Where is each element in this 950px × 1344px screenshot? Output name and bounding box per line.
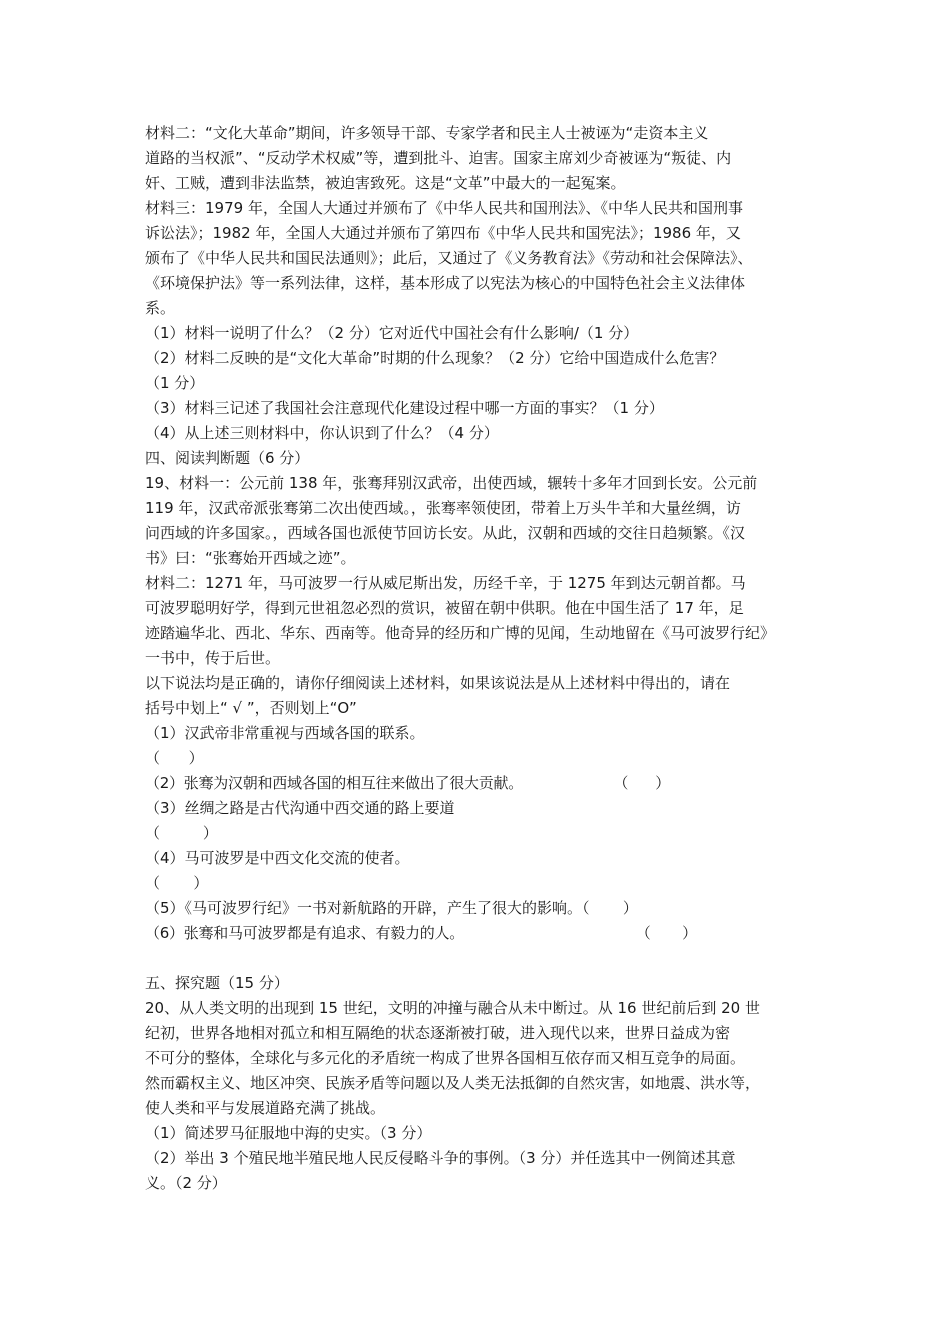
text-line: 诉讼法》；1982 年，全国人大通过并颁布了第四布《中华人民共和国宪法》；1986 年，又 (145, 224, 741, 242)
question-line: （3）材料三记述了我国社会注意现代化建设过程中哪一方面的事实？（1 分） (145, 399, 664, 417)
text-line: 119 年，汉武帝派张骞第二次出使西域。，张骞率领使团，带着上万头牛羊和大量丝绸，访 (145, 499, 741, 517)
text-line: 20、从人类文明的出现到 15 世纪，文明的冲撞与融合从未中断过。从 16 世纪前后到 20 世 (145, 999, 760, 1017)
answer-bracket: （ ） (145, 749, 204, 767)
judgement-item: （5）《马可波罗行纪》一书对新航路的开辟，产生了很大的影响。（ ） (145, 899, 638, 917)
text-line: 然而霸权主义、地区冲突、民族矛盾等问题以及人类无法抵御的自然灾害，如地震、洪水等， (145, 1074, 761, 1092)
text-line: 系。 (145, 299, 176, 317)
judgement-item: （1）汉武帝非常重视与西域各国的联系。 (145, 724, 425, 742)
judgement-item: （6）张骞和马可波罗都是有追求、有毅力的人。 （ ） (145, 924, 697, 942)
text-line: 奸、工贼，遭到非法监禁，被迫害致死。这是“文革”中最大的一起冤案。 (145, 174, 626, 192)
question-line: （1 分） (145, 374, 205, 392)
judgement-item: （3）丝绸之路是古代沟通中西交通的路上要道 (145, 799, 455, 817)
text-line: 迹踏遍华北、西北、华东、西南等。他奇异的经历和广博的见闻，生动地留在《马可波罗行纪》 (145, 624, 776, 642)
question-line: 义。（2 分） (145, 1174, 227, 1192)
text-line: 一书中，传于后世。 (145, 649, 281, 667)
text-line: 道路的当权派”、“反动学术权威”等，遭到批斗、迫害。国家主席刘少奇被诬为“叛徒、内 (145, 149, 732, 167)
answer-bracket: （ ） (145, 874, 209, 892)
section-heading: 五、探究题（15 分） (145, 974, 289, 992)
text-line: 材料三：1979 年，全国人大通过并颁布了《中华人民共和国刑法》、《中华人民共和国刑事 (145, 199, 743, 217)
text-line: 括号中划上“ √ ”，否则划上“O” (145, 699, 357, 717)
blank-line (145, 946, 815, 971)
question-line: （1）简述罗马征服地中海的史实。（3 分） (145, 1124, 432, 1142)
text-line: 《环境保护法》等一系列法律，这样，基本形成了以宪法为核心的中国特色社会主义法律体 (145, 274, 746, 292)
answer-bracket: （ ） (145, 824, 218, 842)
text-line: 可波罗聪明好学，得到元世祖忽必烈的赏识，被留在朝中供职。他在中国生活了 17 年，足 (145, 599, 744, 617)
text-line: 书》曰：“张骞始开西域之迹”。 (145, 549, 356, 567)
question-line: （2）材料二反映的是“文化大革命”时期的什么现象？（2 分）它给中国造成什么危害？ (145, 349, 725, 367)
section-heading: 四、阅读判断题（6 分） (145, 449, 310, 467)
text-line: 问西域的许多国家。，西域各国也派使节回访长安。从此，汉朝和西域的交往日趋频繁。《汉 (145, 524, 746, 542)
judgement-item: （4）马可波罗是中西文化交流的使者。 (145, 849, 410, 867)
document-page (145, 121, 815, 1196)
text-line: 材料二：1271 年，马可波罗一行从威尼斯出发，历经千辛，于 1275 年到达元朝首都。马 (145, 574, 746, 592)
judgement-item: （2）张骞为汉朝和西域各国的相互往来做出了很大贡献。 （ ） (145, 774, 671, 792)
text-line: 纪初，世界各地相对孤立和相互隔绝的状态逐渐被打破，进入现代以来，世界日益成为密 (145, 1024, 731, 1042)
text-line: 不可分的整体，全球化与多元化的矛盾统一构成了世界各国相互依存而又相互竞争的局面。 (145, 1049, 746, 1067)
question-line: （4）从上述三则材料中，你认识到了什么？（4 分） (145, 424, 499, 442)
text-line: 以下说法均是正确的，请你仔细阅读上述材料，如果该说法是从上述材料中得出的，请在 (145, 674, 731, 692)
text-line: 材料二：“文化大革命”期间，许多领导干部、专家学者和民主人士被诬为“走资本主义 (145, 124, 709, 142)
text-line: 使人类和平与发展道路充满了挑战。 (145, 1099, 386, 1117)
text-line: 19、材料一：公元前 138 年，张骞拜别汉武帝，出使西域，辗转十多年才回到长安。公元前 (145, 474, 758, 492)
question-line: （1）材料一说明了什么？（2 分）它对近代中国社会有什么影响/（1 分） (145, 324, 639, 342)
text-line: 颁布了《中华人民共和国民法通则》；此后，又通过了《义务教育法》《劳动和社会保障法》、 (145, 249, 753, 267)
question-line: （2）举出 3 个殖民地半殖民地人民反侵略斗争的事例。（3 分）并任选其中一例简述其意 (145, 1149, 736, 1167)
